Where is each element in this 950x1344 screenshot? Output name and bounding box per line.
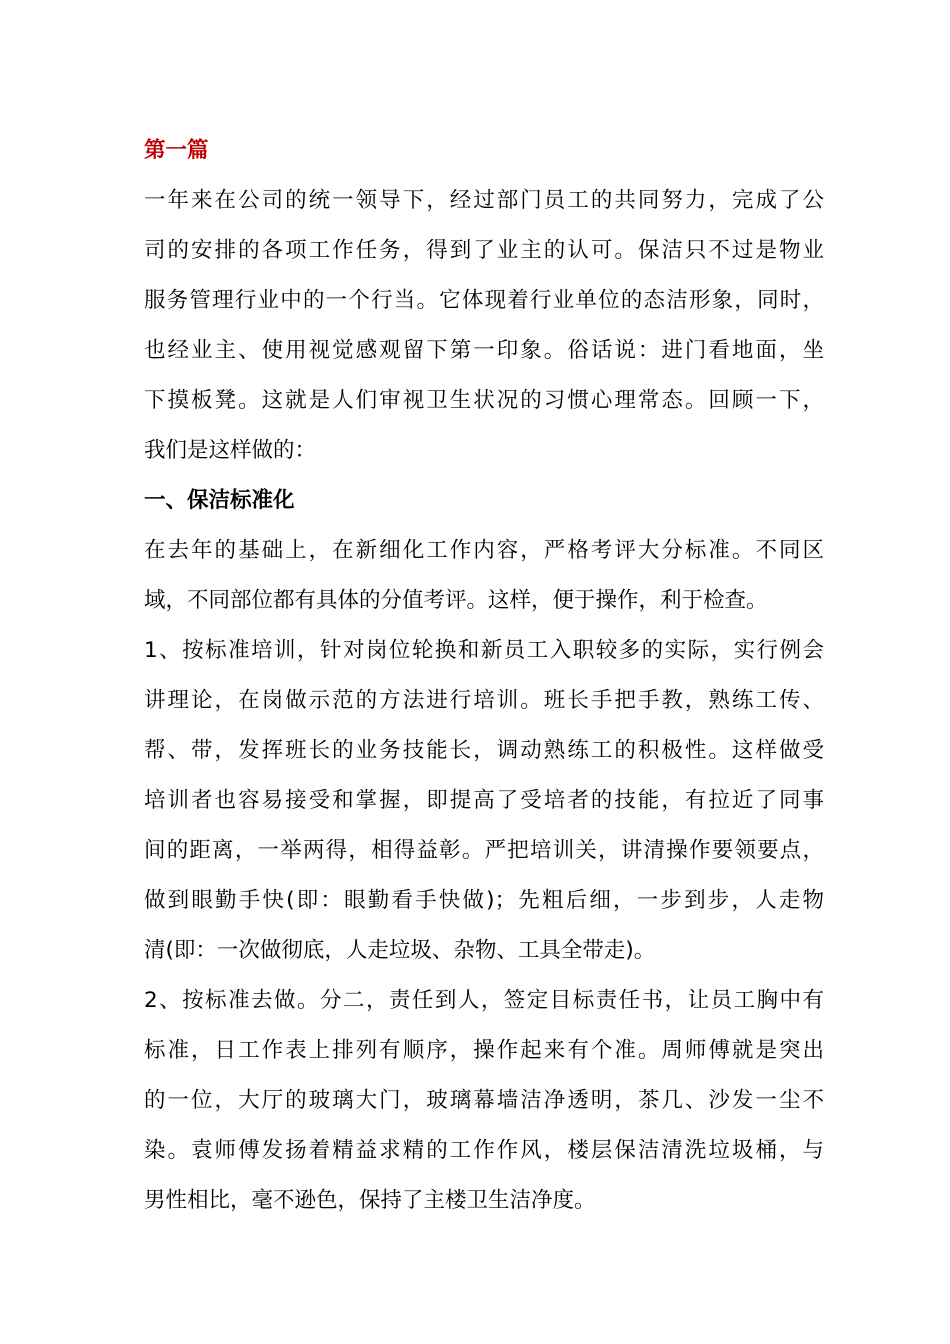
list-item-line: 做到眼勤手快(即：眼勤看手快做)；先粗后细，一步到步，人走物 (144, 888, 824, 913)
intro-paragraph (144, 176, 824, 476)
list-item-line: 的一位，大厅的玻璃大门，玻璃幕墙洁净透明，茶几、沙发一尘不 (144, 1088, 824, 1113)
intro-line: 一年来在公司的统一领导下，经过部门员工的共同努力，完成了公 (144, 188, 824, 213)
list-item-line: 男性相比，毫不逊色，保持了主楼卫生洁净度。 (144, 1188, 596, 1213)
section-paragraph (144, 526, 824, 626)
section-line: 域，不同部位都有具体的分值考评。这样，便于操作，利于检查。 (144, 588, 768, 613)
list-item-line: 标准，日工作表上排列有顺序，操作起来有个准。周师傅就是突出 (144, 1038, 824, 1063)
intro-line: 服务管理行业中的一个行当。它体现着行业单位的态洁形象，同时， (144, 288, 824, 313)
list-item-line: 染。袁师傅发扬着精益求精的工作作风，楼层保洁清洗垃圾桶，与 (144, 1138, 824, 1163)
list-item-line: 间的距离，一举两得，相得益彰。严把培训关，讲清操作要领要点， (144, 838, 824, 863)
list-item-1 (144, 626, 824, 976)
intro-line: 也经业主、使用视觉感观留下第一印象。俗话说：进门看地面，坐 (144, 338, 824, 363)
list-item-line: 2、按标准去做。分二，责任到人，签定目标责任书，让员工胸中有 (144, 988, 824, 1013)
intro-line: 我们是这样做的： (144, 438, 317, 463)
document-title: 第一篇 (144, 138, 209, 163)
list-item-line: 清(即：一次做彻底，人走垃圾、杂物、工具全带走)。 (144, 938, 656, 963)
list-item-line: 帮、带，发挥班长的业务技能长，调动熟练工的积极性。这样做受 (144, 738, 824, 763)
list-item-line: 讲理论，在岗做示范的方法进行培训。班长手把手教，熟练工传、 (144, 688, 824, 713)
intro-line: 下摸板凳。这就是人们审视卫生状况的习惯心理常态。回顾一下， (144, 388, 824, 413)
document-content (144, 126, 824, 1226)
list-item-line: 1、按标准培训，针对岗位轮换和新员工入职较多的实际，实行例会 (144, 638, 824, 663)
list-item-2 (144, 976, 824, 1226)
section-line: 在去年的基础上，在新细化工作内容，严格考评大分标准。不同区 (144, 538, 824, 563)
section-heading: 一、保洁标准化 (144, 488, 295, 513)
intro-line: 司的安排的各项工作任务，得到了业主的认可。保洁只不过是物业 (144, 238, 824, 263)
list-item-line: 培训者也容易接受和掌握，即提高了受培者的技能，有拉近了同事 (144, 788, 824, 813)
